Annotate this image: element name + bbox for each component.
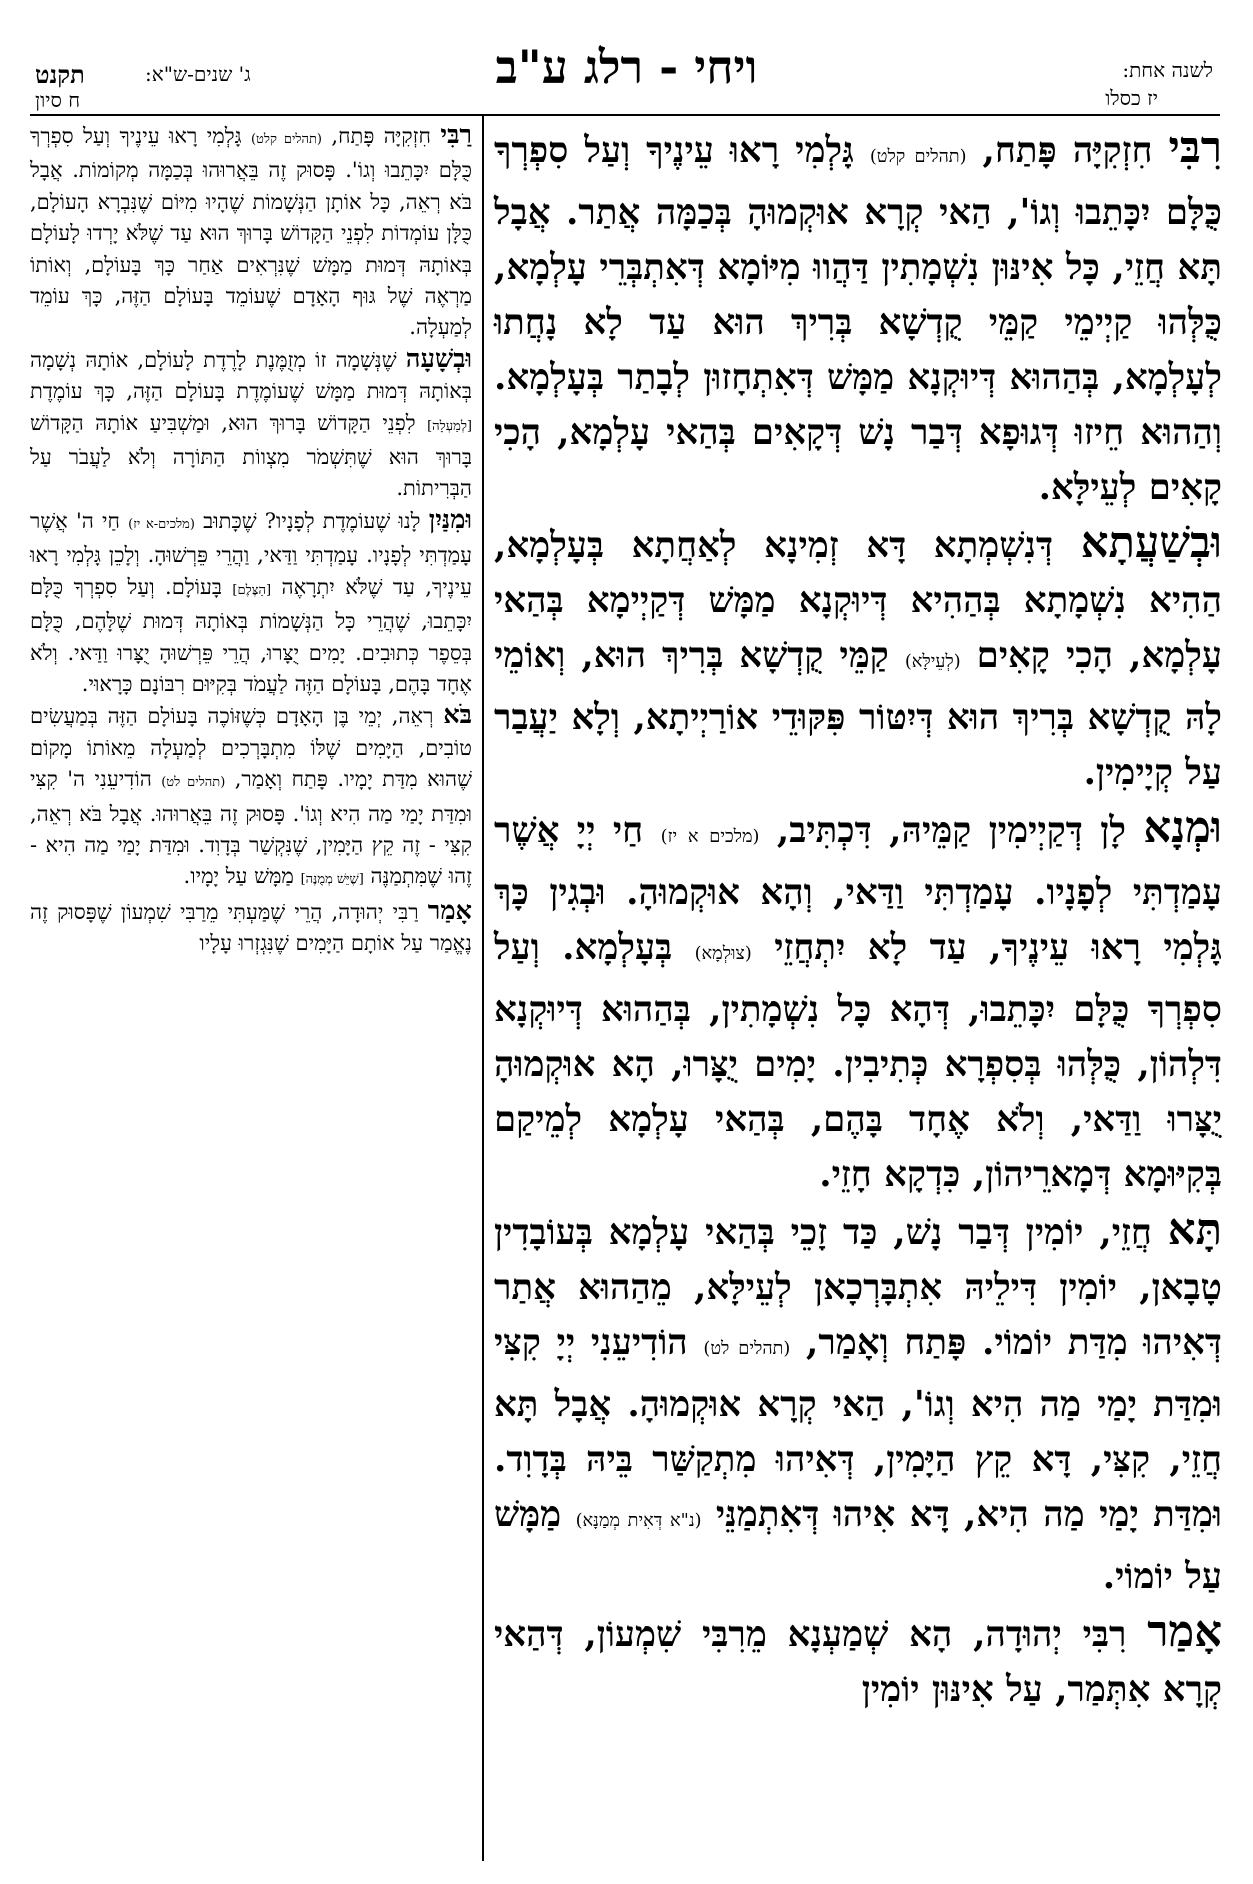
verse-reference: (לְעֵילָּא) [904, 652, 961, 672]
verse-reference: (תהלים לט) [161, 775, 226, 791]
main-paragraph: וּבְשַׁעֲתָא דְּנִשְׁמְתָא דָּא זְמִינָא לְאַחֲתָא בְּעָלְמָא, הַהִיא נִשְׁמָתָא בְּהַהִיא דְּיוּקְנָא מַמָּשׁ דְּקַיְימָא בְּהַאי עָלְמָא, הָכִי קָאִים (לְעֵילָּא) קַמֵּי קֻדְשָׁא בְּרִיךְ הוּא, וְאוֹמֵי לָהּ קֻדְשָׁא בְּרִיךְ הוּא דְּיִטּוֹר פִּקּוּדֵי אוֹרַיְיתָא, וְלָא יַעֲבַר עַל קְיָימִין. [494, 517, 1222, 793]
verse-reference: (מלכים-א יז) [128, 516, 195, 532]
side-paragraph: אָמַר רַבִּי יְהוּדָה, הֲרֵי שֶׁמַּעְתִּי מֵרַבִּי שִׁמְעוֹן שֶׁפָּסוּק זֶה נֶאֱמַר עַל אוֹתָם הַיָּמִים שֶׁנִּגְזְרוּ עָלָיו [30, 895, 472, 956]
side-paragraph: וּמִנַּיִן לָנוּ שֶׁעוֹמֶדֶת לְפָנָיו? שֶׁכָּתוּב (מלכים-א יז) חַי ה' אֲשֶׁר עָמַדְתִּי לְפָנָיו. עָמַדְתִּי וַדַּאי, וַהֲרֵי פֵּרְשׁוּהָ. וְלָכֵן גָּלְמִי רָאוּ עֵינֶיךָ, עַד שֶׁלֹּא יִתְרָאֶה [הַצֶּלֶם] בָּעוֹלָם. וְעַל סִפְרְךָ כֻּלָּם יִכָּתֵבוּ, שֶׁהֲרֵי כָּל הַנְּשָׁמוֹת בְּאוֹתָהּ דְּמוּת שֶׁלָּהֶם, כֻּלָּם בְּסֵפֶר כְּתוּבִים. יָמִים יֻצָּרוּ, הֲרֵי פֵּרְשׁוּהָ יֻצָּרוּ וַדַּאי. וְלֹא אֶחָד בָּהֶם, בָּעוֹלָם הַזֶּה לַעֲמֹד בְּקִיּוּם רִבּוֹנָם כָּרָאוּי. [30, 504, 472, 696]
side-paragraph: בֹּא רְאֵה, יְמֵי בֶּן הָאָדָם כְּשֶׁזּוֹכֶה בָּעוֹלָם הַזֶּה בְּמַעֲשִׂים טוֹבִים, הַיָּמִים שֶׁלּוֹ מִתְבָּרְכִים לְמַעְלָה מֵאוֹתוֹ מָקוֹם שֶׁהוּא מִדַּת יָמָיו. פָּתַח וְאָמַר, (תהלים לט) הוֹדִיעֵנִי ה' קִצִּי וּמִדַּת יָמַי מַה הִיא וְגוֹ'. פָּסוּק זֶה בֵּאֲרוּהוּ. אֲבָל בֹּא רְאֵה, קִצִּי - זֶה קֵץ הַיָּמִין, שֶׁנִּקְשַׁר בְּדָוִד. וּמִדַּת יָמַי מַה הִיא - זֶהוּ שֶׁמִּתְמַנֶּה [שֶׁיֵּשׁ מְמֻנֶּה] מַמָּשׁ עַל יָמָיו. [30, 700, 472, 889]
main-paragraph: וּמְנָא לָן דְּקַיְימִין קַמֵּיהּ, דִּכְתִּיב, (מלכים א יז) חַי יְיָ אֲשֶׁר עָמַדְתִּי לְפָנָיו. עָמַדְתִּי וַדַּאי, וְהָא אוּקְמוּהָ. וּבְגִין כָּךְ גָּלְמִי רָאוּ עֵינֶיךָ, עַד לָא יִתְחֲזֵי (צוּלְמָא) בְּעָלְמָא. וְעַל סִפְרְךָ כֻּלָּם יִכָּתֵבוּ, דְּהָא כָּל נִשְׁמָתִין, בְּהַהוּא דְּיוּקְנָא דִּלְהוֹן, כֻּלְּהוּ בְּסִפְרָא כְּתִיבִין. יָמִים יֻצָּרוּ, הָא אוּקְמוּהָ יֻצָּרוּ וַדַּאי, וְלֹא אֶחָד בָּהֶם, בְּהַאי עָלְמָא לְמֵיקַם בְּקִיּוּמָא דְּמָארֵיהוֹן, כִּדְקָא חָזֵי. [494, 802, 1223, 1195]
page-header [0, 0, 1253, 112]
opening-word: בֹּא [443, 700, 472, 731]
opening-word: וּבְשַׁעֲתָא [1080, 517, 1222, 568]
opening-word: וּמְנָא [1143, 802, 1222, 853]
schedule-one-year-label: לשנה אחת: [1122, 58, 1213, 82]
page-title: ויחי - רלג ע"ב [495, 40, 758, 94]
opening-word: אָמַר [1147, 1606, 1222, 1657]
variant-reading: (צוּלְמָא) [694, 944, 752, 964]
schedule-one-year-date: יז כסלו [1105, 86, 1158, 110]
main-paragraph: תָּא חֲזֵי, יוֹמִין דְּבַר נָשׁ, כַּד זָכֵי בְּהַאי עָלְמָא בְּעוֹבָדִין טָבָאן, יוֹמִין דִּילֵיהּ אִתְבָּרְכָאן לְעֵילָּא, מֵהַהוּא אֲתַר דְּאִיהוּ מִדַּת יוֹמוֹי. פָּתַח וְאָמַר, (תהלים לט) הוֹדִיעֵנִי יְיָ קִצִּי וּמִדַּת יָמַי מַה הִיא וְגוֹ', הַאי קְרָא אוּקְמוּהָ. אֲבָל תָּא חֲזֵי, קִצִּי, דָּא קֵץ הַיָּמִין, דְּאִיהוּ מִתְקַשַּׁר בֵּיהּ בְּדָוִד. וּמִדַּת יָמַי מַה הִיא, דָּא אִיהוּ דְּאִתְמַנֵּי (נ"א דְּאִית מְמַנָּא) מַמָּשׁ עַל יוֹמוֹי. [494, 1204, 1222, 1597]
opening-word: אָמַר [427, 895, 472, 926]
verse-reference: (תהלים לט) [703, 1339, 791, 1359]
verse-reference: (תהלים קלט) [250, 132, 322, 147]
verse-reference: (תהלים קלט) [869, 147, 967, 167]
opening-word: וּמִנַּיִן [428, 504, 472, 535]
column-divider [482, 116, 484, 1861]
opening-word: רִבִּי [1168, 122, 1222, 173]
variant-reading: (נ"א דְּאִית מְמַנָּא) [575, 1511, 702, 1531]
bracketed-addition: [הַצֶּלֶם] [232, 582, 272, 598]
bracketed-addition: [לְמַעְלָה] [427, 418, 472, 434]
main-paragraph: אָמַר רִבִּי יְהוּדָה, הָא שְׁמַעְנָא מֵרִבִּי שִׁמְעוֹן, דְּהַאי קְרָא אִתְּמַר, עַל אִינּוּן יוֹמִין [494, 1606, 1222, 1710]
opening-word: רַבִּי [440, 120, 472, 150]
side-paragraph: וּבְשָׁעָה שֶׁנְּשָׁמָה זוֹ מְזֻמֶּנֶת לָרֶדֶת לָעוֹלָם, אוֹתָהּ נְשָׁמָה בְּאוֹתָהּ דְּמוּת מַמָּשׁ שֶׁעוֹמֶדֶת בָּעוֹלָם הַזֶּה, כָּךְ עוֹמֶדֶת [לְמַעְלָה] לִפְנֵי הַקָּדוֹשׁ בָּרוּךְ הוּא, וּמַשְׁבִּיעַ אוֹתָהּ הַקָּדוֹשׁ בָּרוּךְ הוּא שֶׁתִּשְׁמֹר מִצְווֹת הַתּוֹרָה וְלֹא לַעֲבֹר עַל הַבְּרִיתוֹת. [30, 343, 472, 501]
aramaic-zohar-text [494, 120, 1222, 1717]
schedule-three-year-number: תקנט [35, 60, 85, 89]
header-divider [30, 114, 1220, 116]
schedule-three-year-date: ח סיון [35, 88, 81, 112]
hebrew-translation-text [30, 120, 472, 960]
bracketed-addition: [שֶׁיֵּשׁ מְמֻנֶּה] [300, 872, 364, 888]
opening-word: וּבְשָׁעָה [405, 343, 472, 374]
opening-word: תָּא [1167, 1204, 1222, 1255]
schedule-three-year-label: ג' שנים-ש"א: [145, 62, 251, 86]
main-paragraph: רִבִּי חִזְקִיָּה פָּתַח, (תהלים קלט) גָּלְמִי רָאוּ עֵינֶיךָ וְעַל סִפְרְךָ כֻּלָּם יִכָּתֵבוּ וְגוֹ', הַאי קְרָא אוּקְמוּהָ בְּכַמָּה אֲתַר. אֲבָל תָּא חֲזֵי, כָּל אִינּוּן נִשְׁמָתִין דַּהֲווּ מִיּוֹמָא דְּאִתְבְּרֵי עָלְמָא, כֻּלְּהוּ קַיְימֵי קַמֵּי קֻדְשָׁא בְּרִיךְ הוּא עַד לָא נָחֲתוּ לְעָלְמָא, בְּהַהוּא דְּיוּקְנָא מַמָּשׁ דְּאִתְחָזוּן לְבָתַר בְּעָלְמָא. וְהַהוּא חֵיזוּ דְּגוּפָא דְּבַר נָשׁ דְּקָאִים בְּהַאי עָלְמָא, הָכִי קָאִים לְעֵילָּא. [494, 122, 1222, 508]
side-paragraph: רַבִּי חִזְקִיָּה פָּתַח, (תהלים קלט) גָּלְמִי רָאוּ עֵינֶיךָ וְעַל סִפְרְךָ כֻּלָּם יִכָּתֵבוּ וְגוֹ'. פָּסוּק זֶה בֵּאֲרוּהוּ בְּכַמָּה מְקוֹמוֹת. אֲבָל בֹּא רְאֵה, כָּל אוֹתָן הַנְּשָׁמוֹת שֶׁהָיוּ מִיּוֹם שֶׁנִּבְרָא הָעוֹלָם, כֻּלָּן עוֹמְדוֹת לִפְנֵי הַקָּדוֹשׁ בָּרוּךְ הוּא עַד שֶׁלֹּא יָרְדוּ לָעוֹלָם בְּאוֹתָהּ דְּמוּת מַמָּשׁ שֶׁנִּרְאִים אַחַר כָּךְ בָּעוֹלָם, וְאוֹתוֹ מַרְאֶה שֶׁל גּוּף הָאָדָם שֶׁעוֹמֵד בָּעוֹלָם הַזֶּה, כָּךְ עוֹמֵד לְמַעְלָה. [30, 120, 472, 340]
verse-reference: (מלכים א יז) [660, 827, 760, 847]
